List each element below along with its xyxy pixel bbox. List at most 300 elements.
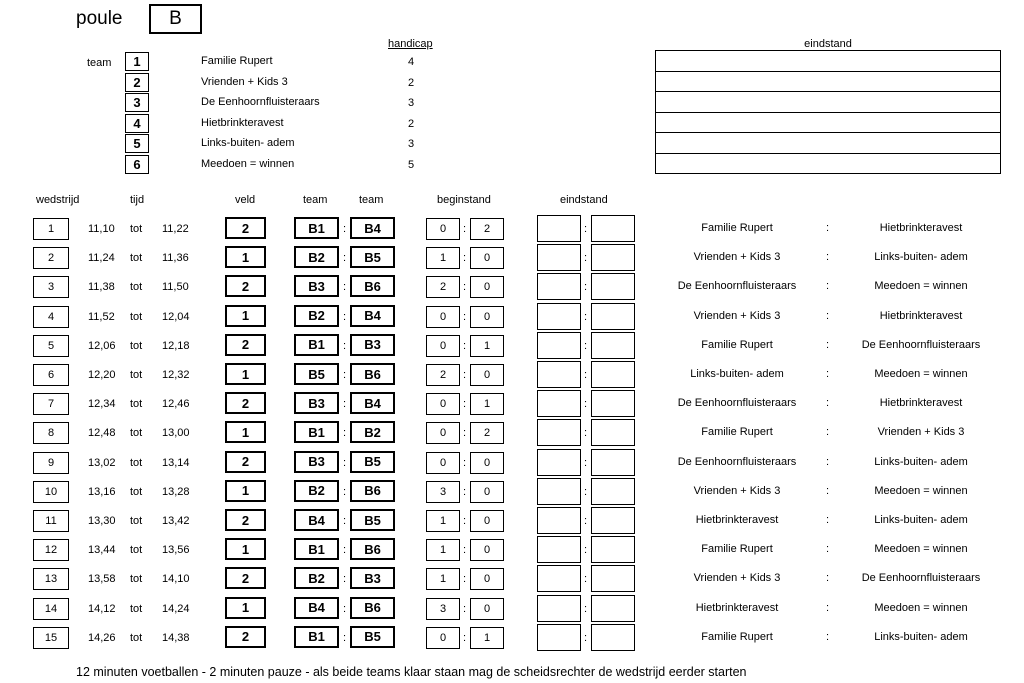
field-box xyxy=(225,421,266,443)
home-team-name: Vrienden + Kids 3 xyxy=(693,572,781,585)
begin-score-away-box xyxy=(470,539,504,561)
standings-row[interactable] xyxy=(655,153,1001,175)
away-team-code: B6 xyxy=(364,483,381,499)
standings-row[interactable] xyxy=(655,71,1001,93)
team-handicap: 3 xyxy=(408,97,415,109)
end-score-away-input[interactable] xyxy=(591,536,635,563)
away-team-box xyxy=(350,363,395,385)
match-row xyxy=(0,421,1024,445)
match-tot: tot xyxy=(130,515,143,527)
field-box xyxy=(225,305,266,327)
end-score-away-input[interactable] xyxy=(591,419,635,446)
home-team-code: B2 xyxy=(308,570,325,586)
standings-row[interactable] xyxy=(655,112,1001,134)
match-row xyxy=(0,567,1024,591)
match-number: 3 xyxy=(47,281,55,294)
field-number: 2 xyxy=(241,570,250,586)
name-separator: : xyxy=(826,630,830,643)
end-score-home-input[interactable] xyxy=(537,244,581,271)
match-number-box xyxy=(33,276,69,298)
begin-score-away: 0 xyxy=(483,456,491,469)
away-team-name: Meedoen = winnen xyxy=(874,601,968,614)
end-score-away-input[interactable] xyxy=(591,361,635,388)
match-end-time: 11,22 xyxy=(162,223,189,235)
end-score-home-input[interactable] xyxy=(537,595,581,622)
standings-row[interactable] xyxy=(655,91,1001,113)
home-team-box xyxy=(294,626,339,648)
team-handicap: 4 xyxy=(408,56,415,68)
end-score-home-input[interactable] xyxy=(537,449,581,476)
begin-score-home-box xyxy=(426,568,460,590)
poule-value-box xyxy=(149,4,202,34)
match-row xyxy=(0,305,1024,329)
match-end-time: 12,04 xyxy=(162,310,190,323)
match-tot: tot xyxy=(130,427,143,440)
away-team-name: De Eenhoornfluisteraars xyxy=(861,338,981,351)
end-score-home-input[interactable] xyxy=(537,419,581,446)
match-start-time: 13,30 xyxy=(88,515,116,527)
match-start-time: 13,02 xyxy=(88,456,116,469)
away-team-code: B6 xyxy=(364,366,381,382)
away-team-code: B6 xyxy=(364,278,381,294)
home-team-code: B1 xyxy=(308,337,325,353)
end-score-away-input[interactable] xyxy=(591,332,635,359)
match-number: 12 xyxy=(44,544,58,557)
score-separator: : xyxy=(463,427,467,440)
match-number-box xyxy=(33,422,69,444)
match-number: 6 xyxy=(47,369,55,381)
begin-score-away-box xyxy=(470,481,504,503)
away-team-code: B3 xyxy=(364,570,381,586)
field-number: 2 xyxy=(241,454,250,470)
team-name: De Eenhoornfluisteraars xyxy=(201,96,320,108)
end-score-away-input[interactable] xyxy=(591,478,635,505)
score-separator: : xyxy=(463,515,467,527)
end-score-away-input[interactable] xyxy=(591,624,635,651)
end-score-away-input[interactable] xyxy=(591,303,635,330)
match-row xyxy=(0,246,1024,270)
end-score-separator: : xyxy=(584,223,588,235)
team-separator: : xyxy=(343,515,347,527)
home-team-name: Hietbrinkteravest xyxy=(695,514,779,526)
end-score-home-input[interactable] xyxy=(537,478,581,505)
end-score-separator: : xyxy=(584,310,588,323)
end-score-home-input[interactable] xyxy=(537,565,581,592)
home-team-code: B3 xyxy=(308,395,325,411)
match-number-box xyxy=(33,335,69,357)
match-end-time: 13,00 xyxy=(162,427,190,440)
end-score-separator: : xyxy=(584,544,588,557)
match-end-time: 14,24 xyxy=(162,602,190,615)
match-row xyxy=(0,217,1024,241)
poule-value: B xyxy=(169,8,182,29)
home-team-box xyxy=(294,334,339,356)
begin-score-away: 2 xyxy=(483,223,491,235)
home-team-box xyxy=(294,305,339,327)
home-team-code: B1 xyxy=(308,424,325,440)
header-wedstrijd: wedstrijd xyxy=(36,194,80,206)
begin-score-away: 0 xyxy=(483,602,491,615)
team-name: Hietbrinkteravest xyxy=(201,116,284,129)
match-start-time: 11,38 xyxy=(88,281,115,294)
score-separator: : xyxy=(463,281,467,294)
match-row xyxy=(0,275,1024,299)
team-separator: : xyxy=(343,369,347,381)
home-team-box xyxy=(294,451,339,473)
match-end-time: 12,32 xyxy=(162,369,190,381)
away-team-box xyxy=(350,626,395,648)
home-team-name: Links-buiten- adem xyxy=(690,368,784,380)
begin-score-away: 0 xyxy=(483,573,491,586)
field-box xyxy=(225,480,266,502)
header-tijd: tijd xyxy=(130,194,145,206)
name-separator: : xyxy=(826,572,830,585)
match-number: 7 xyxy=(47,398,55,411)
away-team-code: B5 xyxy=(364,512,381,528)
eindstand-top-header: eindstand xyxy=(804,38,852,50)
begin-score-away-box xyxy=(470,335,504,357)
begin-score-home-box xyxy=(426,306,460,328)
match-number-box xyxy=(33,627,69,649)
match-row xyxy=(0,597,1024,621)
name-separator: : xyxy=(826,338,830,351)
name-separator: : xyxy=(826,455,830,468)
field-box xyxy=(225,567,266,589)
away-team-box xyxy=(350,392,395,414)
away-team-name: Meedoen = winnen xyxy=(874,484,968,497)
match-row xyxy=(0,509,1024,533)
match-tot: tot xyxy=(130,485,143,498)
home-team-code: B5 xyxy=(308,366,325,382)
begin-score-away-box xyxy=(470,627,504,649)
match-end-time: 11,36 xyxy=(162,252,189,265)
team-name: Links-buiten- adem xyxy=(201,137,295,149)
begin-score-away: 0 xyxy=(483,544,491,557)
match-number-box xyxy=(33,452,69,474)
match-tot: tot xyxy=(130,398,143,411)
field-box xyxy=(225,392,266,414)
away-team-code: B4 xyxy=(364,220,381,236)
name-separator: : xyxy=(826,222,830,234)
field-number: 1 xyxy=(241,483,250,499)
begin-score-home-box xyxy=(426,481,460,503)
end-score-home-input[interactable] xyxy=(537,390,581,417)
match-row xyxy=(0,538,1024,562)
team-handicap: 5 xyxy=(408,158,415,171)
score-separator: : xyxy=(463,223,467,235)
begin-score-home: 1 xyxy=(439,544,447,557)
match-tot: tot xyxy=(130,456,143,469)
match-end-time: 11,50 xyxy=(162,281,189,294)
score-separator: : xyxy=(463,573,467,586)
field-number: 1 xyxy=(241,249,250,265)
home-team-name: Vrienden + Kids 3 xyxy=(693,309,781,322)
home-team-box xyxy=(294,246,339,268)
match-end-time: 14,38 xyxy=(162,631,190,644)
end-score-separator: : xyxy=(584,369,588,381)
home-team-code: B1 xyxy=(308,629,325,645)
away-team-box xyxy=(350,480,395,502)
match-number-box xyxy=(33,598,69,620)
team-number-box xyxy=(125,73,149,92)
home-team-box xyxy=(294,275,339,297)
away-team-name: De Eenhoornfluisteraars xyxy=(861,572,981,585)
header-team-away: team xyxy=(359,194,384,206)
header-veld: veld xyxy=(235,194,256,206)
name-separator: : xyxy=(826,397,830,410)
begin-score-home: 1 xyxy=(439,515,447,527)
match-number-box xyxy=(33,393,69,415)
team-number: 5 xyxy=(133,136,141,151)
field-number: 2 xyxy=(241,512,250,528)
away-team-box xyxy=(350,421,395,443)
home-team-box xyxy=(294,392,339,414)
away-team-box xyxy=(350,246,395,268)
end-score-home-input[interactable] xyxy=(537,624,581,651)
match-tot: tot xyxy=(130,223,143,235)
begin-score-home-box xyxy=(426,218,460,240)
name-separator: : xyxy=(826,309,830,322)
name-separator: : xyxy=(826,280,830,293)
team-number-box xyxy=(125,134,149,153)
match-number: 13 xyxy=(44,573,58,586)
match-tot: tot xyxy=(130,310,143,323)
end-score-separator: : xyxy=(584,398,588,411)
begin-score-home-box xyxy=(426,364,460,386)
away-team-name: Hietbrinkteravest xyxy=(879,309,963,322)
team-number: 6 xyxy=(133,156,141,172)
score-separator: : xyxy=(463,602,467,615)
end-score-home-input[interactable] xyxy=(537,332,581,359)
match-end-time: 13,42 xyxy=(162,515,190,527)
home-team-code: B1 xyxy=(308,220,325,236)
match-number-box xyxy=(33,510,69,532)
standings-row[interactable] xyxy=(655,50,1001,72)
end-score-away-input[interactable] xyxy=(591,244,635,271)
match-start-time: 13,16 xyxy=(88,485,116,498)
match-number: 5 xyxy=(47,339,55,352)
away-team-box xyxy=(350,217,395,239)
end-score-away-input[interactable] xyxy=(591,449,635,476)
begin-score-home: 2 xyxy=(439,369,447,381)
begin-score-home-box xyxy=(426,276,460,298)
away-team-box xyxy=(350,567,395,589)
begin-score-home-box xyxy=(426,598,460,620)
away-team-box xyxy=(350,597,395,619)
team-number-box xyxy=(125,52,149,71)
home-team-name: De Eenhoornfluisteraars xyxy=(677,397,797,410)
home-team-code: B2 xyxy=(308,483,325,499)
match-number-box xyxy=(33,568,69,590)
team-separator: : xyxy=(343,602,347,615)
match-start-time: 11,10 xyxy=(88,223,115,235)
home-team-name: Familie Rupert xyxy=(701,426,773,439)
home-team-code: B4 xyxy=(308,512,325,528)
away-team-code: B3 xyxy=(364,337,381,353)
name-separator: : xyxy=(826,484,830,497)
match-number: 10 xyxy=(44,485,58,498)
match-number-box xyxy=(33,539,69,561)
field-number: 1 xyxy=(241,541,250,557)
field-box xyxy=(225,597,266,619)
end-score-home-input[interactable] xyxy=(537,536,581,563)
home-team-name: Vrienden + Kids 3 xyxy=(693,484,781,497)
end-score-home-input[interactable] xyxy=(537,507,581,534)
home-team-code: B3 xyxy=(308,454,325,470)
match-start-time: 11,24 xyxy=(88,252,115,265)
home-team-name: Familie Rupert xyxy=(701,543,773,556)
match-tot: tot xyxy=(130,631,143,644)
home-team-box xyxy=(294,597,339,619)
match-end-time: 13,28 xyxy=(162,485,190,498)
home-team-box xyxy=(294,217,339,239)
begin-score-home: 3 xyxy=(439,602,447,615)
begin-score-away-box xyxy=(470,422,504,444)
field-number: 1 xyxy=(241,600,250,616)
team-separator: : xyxy=(343,398,347,411)
begin-score-home-box xyxy=(426,247,460,269)
end-score-away-input[interactable] xyxy=(591,273,635,300)
field-number: 2 xyxy=(241,220,250,236)
home-team-name: Familie Rupert xyxy=(701,338,773,351)
begin-score-away: 0 xyxy=(483,515,491,527)
begin-score-home: 0 xyxy=(439,339,447,352)
team-label: team xyxy=(87,57,112,69)
match-end-time: 13,56 xyxy=(162,544,190,557)
home-team-box xyxy=(294,363,339,385)
team-name: Familie Rupert xyxy=(201,55,273,67)
match-number-box xyxy=(33,218,69,240)
end-score-separator: : xyxy=(584,252,588,265)
handicap-header: handicap xyxy=(388,38,433,50)
end-score-home-input[interactable] xyxy=(537,215,581,242)
standings-row[interactable] xyxy=(655,132,1001,154)
begin-score-home: 1 xyxy=(439,252,447,265)
match-number-box xyxy=(33,481,69,503)
home-team-name: Vrienden + Kids 3 xyxy=(693,251,781,264)
begin-score-home: 0 xyxy=(439,427,447,440)
match-tot: tot xyxy=(130,602,143,615)
end-score-away-input[interactable] xyxy=(591,565,635,592)
away-team-code: B6 xyxy=(364,541,381,557)
team-number: 2 xyxy=(133,74,141,90)
field-number: 1 xyxy=(241,424,250,440)
end-score-away-input[interactable] xyxy=(591,390,635,417)
end-score-separator: : xyxy=(584,427,588,440)
begin-score-home: 2 xyxy=(439,281,447,294)
name-separator: : xyxy=(826,543,830,556)
match-start-time: 13,44 xyxy=(88,544,116,557)
away-team-name: Hietbrinkteravest xyxy=(879,397,963,410)
begin-score-away: 0 xyxy=(483,281,491,294)
team-name: Meedoen = winnen xyxy=(201,157,295,170)
match-start-time: 14,12 xyxy=(88,602,116,615)
away-team-code: B5 xyxy=(364,629,381,645)
team-separator: : xyxy=(343,310,347,323)
team-separator: : xyxy=(343,456,347,469)
begin-score-away-box xyxy=(470,393,504,415)
team-separator: : xyxy=(343,544,347,557)
end-score-separator: : xyxy=(584,515,588,527)
begin-score-away-box xyxy=(470,247,504,269)
begin-score-home-box xyxy=(426,539,460,561)
home-team-name: De Eenhoornfluisteraars xyxy=(677,455,797,468)
begin-score-home-box xyxy=(426,393,460,415)
begin-score-away: 1 xyxy=(483,398,491,411)
field-box xyxy=(225,217,266,239)
begin-score-away-box xyxy=(470,276,504,298)
end-score-away-input[interactable] xyxy=(591,215,635,242)
match-end-time: 13,14 xyxy=(162,456,190,469)
match-start-time: 12,20 xyxy=(88,369,116,381)
match-end-time: 14,10 xyxy=(162,573,190,586)
end-score-away-input[interactable] xyxy=(591,595,635,622)
field-number: 2 xyxy=(241,629,250,645)
match-row xyxy=(0,363,1024,387)
away-team-name: Links-buiten- adem xyxy=(874,630,968,643)
field-box xyxy=(225,451,266,473)
field-box xyxy=(225,538,266,560)
end-score-separator: : xyxy=(584,631,588,644)
end-score-away-input[interactable] xyxy=(591,507,635,534)
field-box xyxy=(225,509,266,531)
away-team-name: Meedoen = winnen xyxy=(874,368,968,380)
home-team-box xyxy=(294,538,339,560)
away-team-code: B2 xyxy=(364,424,381,440)
field-box xyxy=(225,363,266,385)
begin-score-away: 0 xyxy=(483,369,491,381)
home-team-name: Familie Rupert xyxy=(701,630,773,643)
team-separator: : xyxy=(343,281,347,294)
field-number: 1 xyxy=(241,308,250,324)
begin-score-away: 0 xyxy=(483,252,491,265)
begin-score-home: 0 xyxy=(439,398,447,411)
end-score-separator: : xyxy=(584,573,588,586)
home-team-code: B2 xyxy=(308,249,325,265)
begin-score-home-box xyxy=(426,422,460,444)
match-start-time: 11,52 xyxy=(88,310,115,323)
end-score-home-input[interactable] xyxy=(537,361,581,388)
poule-label: poule xyxy=(76,8,123,29)
name-separator: : xyxy=(826,601,830,614)
match-end-time: 12,18 xyxy=(162,339,190,352)
begin-score-home: 0 xyxy=(439,456,447,469)
team-separator: : xyxy=(343,631,347,644)
begin-score-home: 0 xyxy=(439,310,447,323)
match-row xyxy=(0,451,1024,475)
end-score-home-input[interactable] xyxy=(537,303,581,330)
match-number: 9 xyxy=(47,456,55,469)
match-tot: tot xyxy=(130,339,143,352)
home-team-code: B4 xyxy=(308,600,325,616)
home-team-box xyxy=(294,567,339,589)
score-separator: : xyxy=(463,310,467,323)
end-score-separator: : xyxy=(584,339,588,352)
match-number-box xyxy=(33,306,69,328)
header-eindstand: eindstand xyxy=(560,194,608,206)
field-number: 2 xyxy=(241,278,250,294)
team-number-box xyxy=(125,155,149,174)
field-number: 1 xyxy=(241,366,250,382)
end-score-home-input[interactable] xyxy=(537,273,581,300)
field-box xyxy=(225,275,266,297)
away-team-name: Links-buiten- adem xyxy=(874,455,968,468)
away-team-name: Meedoen = winnen xyxy=(874,280,968,293)
team-separator: : xyxy=(343,252,347,265)
begin-score-away: 0 xyxy=(483,310,491,323)
match-row xyxy=(0,626,1024,650)
match-start-time: 12,48 xyxy=(88,427,116,440)
